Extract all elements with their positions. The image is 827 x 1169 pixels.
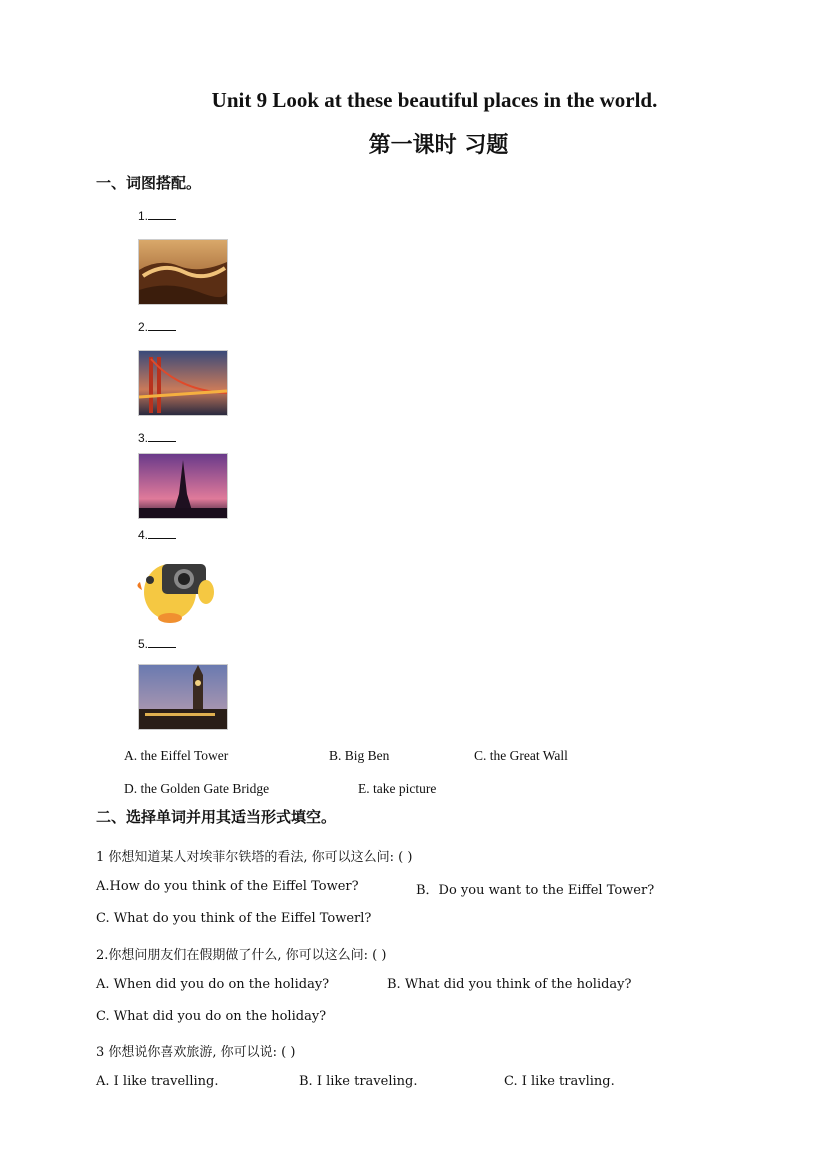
- question-1-option-b[interactable]: B．Do you want to the Eiffel Tower?: [416, 883, 655, 898]
- item-5-number: 5.: [138, 637, 176, 651]
- answer-blank[interactable]: [148, 637, 176, 648]
- item-1-number: 1.: [138, 209, 176, 223]
- great-wall-image: [138, 239, 228, 305]
- match-option-b: B. Big Ben: [329, 748, 390, 763]
- answer-blank[interactable]: [148, 320, 176, 331]
- answer-blank[interactable]: [148, 431, 176, 442]
- eiffel-tower-image: [138, 453, 228, 519]
- question-1-option-a[interactable]: A.How do you think of the Eiffel Tower?: [96, 879, 359, 894]
- section-2-heading: 二、选择单词并用其适当形式填空。: [96, 808, 337, 826]
- question-2-stem: 2.你想问朋友们在假期做了什么, 你可以这么问: ( ): [96, 948, 387, 963]
- big-ben-image: [138, 664, 228, 730]
- item-3-number: 3.: [138, 431, 176, 445]
- duck-camera-image: [136, 552, 220, 624]
- question-3-stem: 3 你想说你喜欢旅游, 你可以说: ( ): [96, 1045, 296, 1060]
- answer-blank[interactable]: [148, 528, 176, 539]
- question-1-option-c[interactable]: C. What do you think of the Eiffel Towerl?: [96, 911, 372, 926]
- question-3-option-c[interactable]: C. I like travling.: [504, 1074, 615, 1089]
- match-option-e: E. take picture: [358, 781, 437, 796]
- question-2-option-c[interactable]: C. What did you do on the holiday?: [96, 1009, 327, 1024]
- question-2-option-a[interactable]: A. When did you do on the holiday?: [96, 977, 330, 992]
- match-option-d: D. the Golden Gate Bridge: [124, 781, 270, 796]
- item-4-number: 4.: [138, 528, 176, 542]
- item-2-number: 2.: [138, 320, 176, 334]
- answer-blank[interactable]: [148, 209, 176, 220]
- question-3-option-b[interactable]: B. I like traveling.: [299, 1074, 418, 1089]
- section-1-heading: 一、词图搭配。: [96, 174, 202, 192]
- page-subtitle: 第一课时 习题: [368, 133, 509, 158]
- match-option-c: C. the Great Wall: [474, 748, 568, 763]
- match-option-a: A. the Eiffel Tower: [124, 748, 229, 763]
- question-2-option-b[interactable]: B. What did you think of the holiday?: [387, 977, 632, 992]
- golden-gate-bridge-image: [138, 350, 228, 416]
- page-title: Unit 9 Look at these beautiful places in the world.: [211, 88, 658, 112]
- question-3-option-a[interactable]: A. I like travelling.: [96, 1074, 219, 1089]
- question-1-stem: 1 你想知道某人对埃菲尔铁塔的看法, 你可以这么问: ( ): [96, 850, 413, 865]
